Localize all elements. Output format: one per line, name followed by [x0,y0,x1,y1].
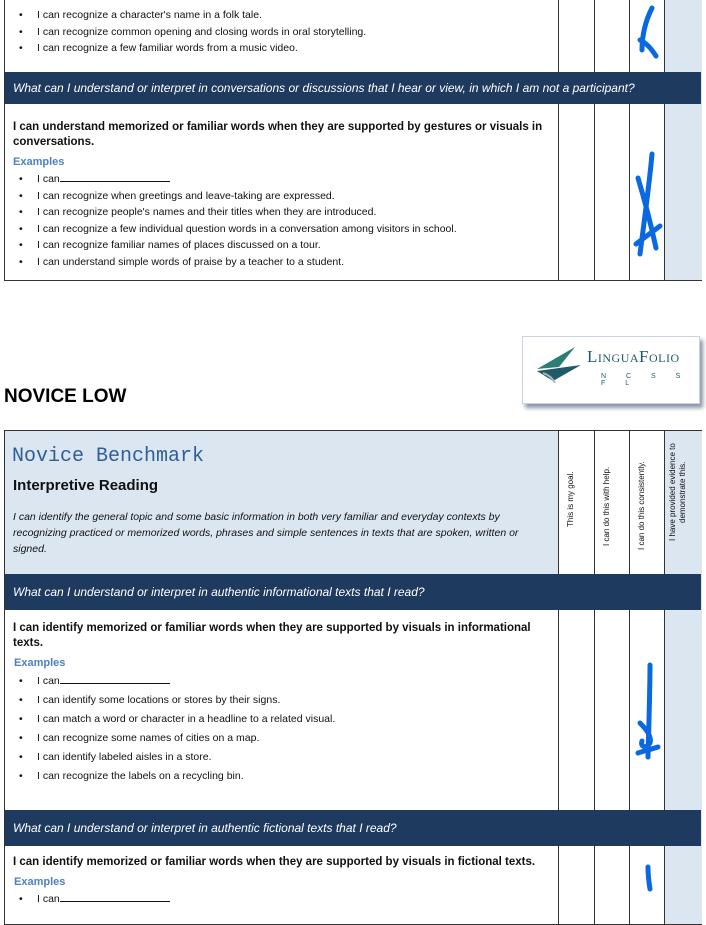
logo-emblem-icon [535,343,583,383]
examples-list [7,891,552,908]
question-band: What can I understand or interpret in conversations or discussions that I hear or view, in which I am not a participant? [5,72,701,104]
column-header-goal: This is my goal. [566,471,575,527]
list-item: • I can identify labeled aisles in a store. [7,748,552,767]
examples-list [7,171,552,270]
list-item: • I can recognize familiar names of places discussed on a tour. [7,237,552,254]
benchmark-subtitle: Interpretive Reading [13,477,159,494]
list-item: • I can [7,891,552,908]
list-item: • I can [7,672,552,691]
handwritten-check-mark[interactable] [630,659,664,763]
handwritten-check-mark[interactable] [630,0,664,60]
question-band: What can I understand or interpret in authentic informational texts that I read? [5,574,701,610]
list-item: • I can [7,171,552,188]
question-band: What can I understand or interpret in authentic fictional texts that I read? [5,810,701,846]
level-heading: NOVICE LOW [4,386,127,407]
benchmark-description: I can identify the general topic and some basic information in both very familiar and everyday contexts by recognizing practiced or memorized words, phrases and simple sentences in texts that are spoken, written or signed. [13,511,519,555]
linguafolio-logo [522,336,700,404]
column-header-with-help: I can do this with help. [602,466,611,546]
logo-wordmark: LinguaFolio [587,347,680,366]
can-do-statement: I can identify memorized or familiar words when they are supported by visuals in fictional texts. [13,856,536,868]
blank-line [60,171,170,182]
list-item: • I can recognize when greetings and leave-taking are expressed. [7,188,552,205]
list-item: • I can recognize a few familiar words from a music video. [7,40,552,57]
blank-line [60,673,170,684]
evidence-column-bg [664,0,702,280]
handwritten-check-mark[interactable] [630,861,664,895]
list-item: • I can recognize common opening and closing words in oral storytelling. [7,24,552,41]
examples-tail-list [7,7,552,57]
benchmark-table [4,430,702,925]
can-do-statement: I can identify memorized or familiar words when they are supported by visuals in informational texts. [13,622,531,649]
blank-line [60,891,170,902]
column-header-evidence: I have provided evidence to demonstrate this. [668,443,687,541]
list-item: • I can match a word or character in a headline to a related visual. [7,710,552,729]
benchmark-title: Novice Benchmark [12,445,205,468]
list-item: • I can recognize the labels on a recycling bin. [7,767,552,786]
list-item: • I can recognize people's names and their titles when they are introduced. [7,204,552,221]
examples-label: Examples [14,657,66,669]
list-item: • I can identify some locations or stores by their signs. [7,691,552,710]
list-item: • I can understand simple words of praise by a teacher to a student. [7,254,552,271]
logo-letters: N C S S F L [601,373,690,387]
examples-label: Examples [13,156,65,168]
list-item: • I can recognize some names of cities on a map. [7,729,552,748]
examples-label: Examples [14,876,66,888]
column-header-consistently: I can do this consistently. [637,461,646,551]
handwritten-check-mark[interactable] [630,148,664,260]
list-item: • I can recognize a few individual question words in a conversation among visitors in school. [7,221,552,238]
examples-list [7,672,552,786]
list-item: • I can recognize a character's name in a folk tale. [7,7,552,24]
top-checklist-table [4,0,702,281]
can-do-statement: I can understand memorized or familiar words when they are supported by gestures or visuals in conversations. [13,121,543,148]
